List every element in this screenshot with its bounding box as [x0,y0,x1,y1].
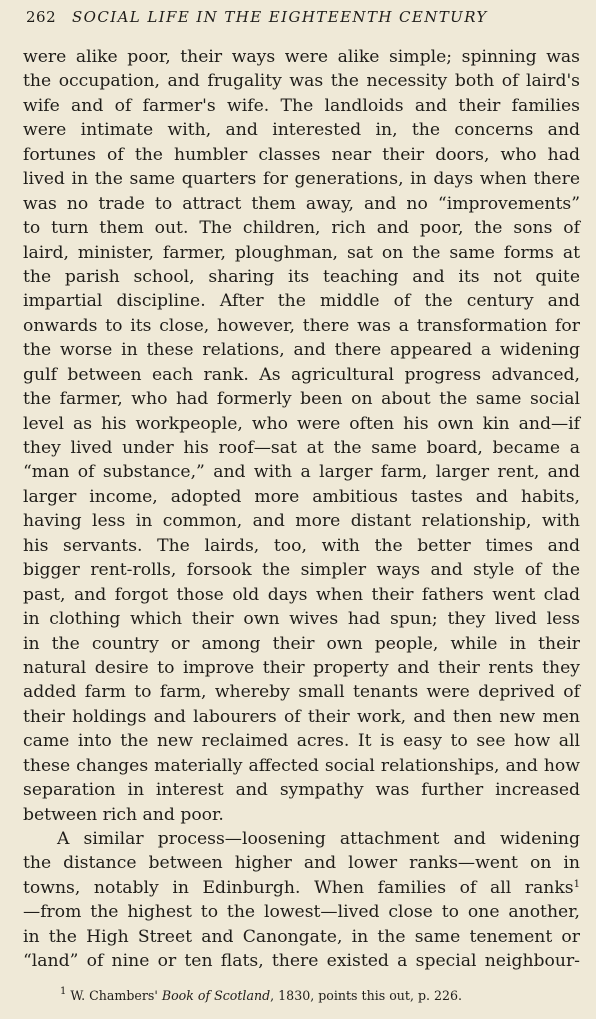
body-text [23,45,580,974]
text-line: his servants. The lairds, too, with the better times and [23,535,580,556]
text-line: in the High Street and Canongate, in the same tenement or [23,926,580,947]
text-line: larger income, adopted more ambitious tastes and habits, [23,486,580,507]
footnote-reference: 1 [573,878,580,890]
text-line: past, and forgot those old days when their fathers went clad [23,584,580,605]
text-line: —from the highest to the lowest—lived close to one another, [23,902,580,923]
text-line: they lived under his roof—sat at the same board, became a [23,438,580,458]
text-line: bigger rent-rolls, forsook the simpler ways and style of the [23,560,580,581]
text-line-content: towns, notably in Edinburgh. When families of all ranks [23,877,574,898]
text-line: the farmer, who had formerly been on about the same social [23,389,580,410]
text-line: was no trade to attract them away, and no “improvements” [23,193,580,214]
text-line: lived in the same quarters for generations, in days when there [23,169,580,190]
paragraph-start-line: A similar process—loosening attachment and widening [57,829,580,849]
footnote-text-after: , 1830, points this out, p. 226. [270,988,463,1003]
text-line: natural desire to improve their property and their rents they [23,657,580,678]
footnote-book-title: Book of Scotland [161,988,271,1003]
page-number: 262 [26,8,57,26]
text-line: having less in common, and more distant relationship, with [23,511,580,532]
page-header [26,6,586,28]
text-line: the occupation, and frugality was the necessity both of laird's [23,71,580,92]
text-line: “land” of nine or ten flats, there existed a special neighbour- [23,951,580,972]
text-line: impartial discipline. After the middle of the century and [23,291,580,312]
text-line: the worse in these relations, and there appeared a widening [23,340,580,361]
text-line: were alike poor, their ways were alike simple; spinning was [23,47,580,67]
text-line [23,876,580,900]
running-title: SOCIAL LIFE IN THE EIGHTEENTH CENTURY [72,8,488,26]
text-line: laird, minister, farmer, ploughman, sat on the same forms at [23,242,580,263]
text-line: gulf between each rank. As agricultural progress advanced, [23,364,580,385]
text-line: to turn them out. The children, rich and poor, the sons of [23,218,580,239]
footnote-marker: 1 [60,986,67,997]
text-line: the distance between higher and lower ranks—went on in [23,853,580,874]
text-line: added farm to farm, whereby small tenants were deprived of [23,682,580,703]
text-line: wife and of farmer's wife. The landloids and their families [23,95,580,116]
text-line: the parish school, sharing its teaching and its not quite [23,266,580,287]
text-line: onwards to its close, however, there was a transformation for [23,315,580,336]
text-line: were intimate with, and interested in, the concerns and [23,120,580,141]
text-line: level as his workpeople, who were often his own kin and—if [23,413,580,434]
footnote-text-before: W. Chambers' [70,988,158,1003]
text-line: “man of substance,” and with a larger farm, larger rent, and [23,462,580,483]
text-line: in the country or among their own people, while in their [23,633,580,654]
text-line: their holdings and labourers of their work, and then new men [23,706,580,727]
text-line: these changes materially affected social relationships, and how [23,755,580,776]
text-line: separation in interest and sympathy was further increased [23,780,580,801]
footnote [60,987,580,1005]
text-line: fortunes of the humbler classes near their doors, who had [23,144,580,165]
paragraph-end-line: between rich and poor. [23,804,224,825]
text-line: in clothing which their own wives had spun; they lived less [23,609,580,630]
text-line: came into the new reclaimed acres. It is easy to see how all [23,731,580,752]
